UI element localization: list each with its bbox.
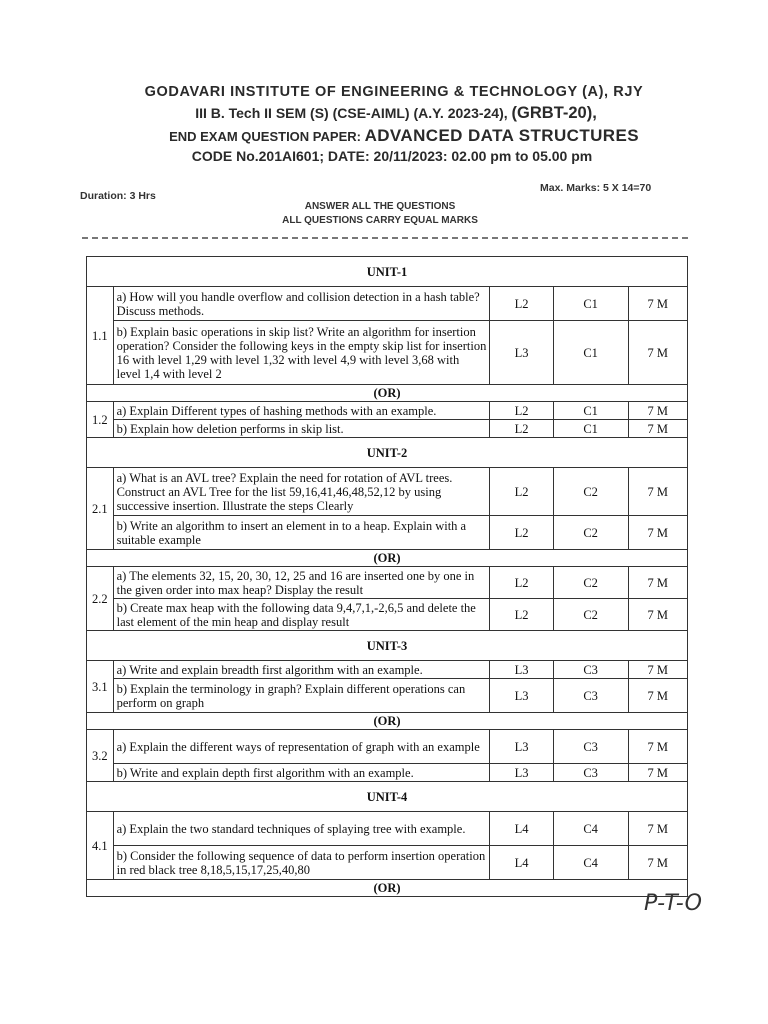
question-table (86, 256, 688, 897)
instruction-answer-all: ANSWER ALL THE QUESTIONS (304, 201, 456, 212)
unit-heading: UNIT-3 (87, 631, 688, 661)
question-number: 1.1 (87, 287, 114, 385)
dashed-divider (82, 237, 688, 239)
bloom-level: L2 (490, 567, 553, 599)
course-outcome: C2 (553, 468, 628, 516)
question-text: b) Consider the following sequence of data to perform insertion operation in red black tree 8,18,5,15,17,25,40,80 (113, 846, 490, 880)
unit-row (87, 438, 688, 468)
question-text: a) How will you handle overflow and collision detection in a hash table? Discuss methods. (113, 287, 490, 321)
question-text: a) Explain the different ways of representation of graph with an example (113, 730, 490, 764)
question-number: 2.1 (87, 468, 114, 550)
institute-name: GODAVARI INSTITUTE OF ENGINEERING & TECHNOLOGY (A), RJY (144, 84, 644, 100)
question-row (87, 420, 688, 438)
question-row (87, 567, 688, 599)
marks: 7 M (628, 661, 687, 679)
course-outcome: C2 (553, 599, 628, 631)
marks: 7 M (628, 420, 687, 438)
bloom-level: L2 (490, 599, 553, 631)
or-row (87, 713, 688, 730)
marks: 7 M (628, 812, 687, 846)
question-text: a) Write and explain breadth first algorithm with an example. (113, 661, 490, 679)
question-text: b) Explain the terminology in graph? Explain different operations can perform on graph (113, 679, 490, 713)
question-text: b) Write and explain depth first algorithm with an example. (113, 764, 490, 782)
marks: 7 M (628, 468, 687, 516)
semester-text: III B. Tech II SEM (S) (CSE-AIML) (A.Y. 2023-24), (195, 105, 512, 121)
marks: 7 M (628, 599, 687, 631)
question-row (87, 764, 688, 782)
question-row (87, 516, 688, 550)
bloom-level: L3 (490, 321, 553, 385)
bloom-level: L2 (490, 287, 553, 321)
course-outcome: C4 (553, 812, 628, 846)
unit-row (87, 631, 688, 661)
or-row (87, 880, 688, 897)
marks: 7 M (628, 764, 687, 782)
marks: 7 M (628, 321, 687, 385)
duration-label: Duration: 3 Hrs (80, 190, 156, 202)
question-row (87, 679, 688, 713)
or-row (87, 385, 688, 402)
bloom-level: L2 (490, 468, 553, 516)
semester-line (12, 104, 768, 123)
question-row (87, 661, 688, 679)
bloom-level: L3 (490, 730, 553, 764)
question-row (87, 321, 688, 385)
question-text: a) What is an AVL tree? Explain the need for rotation of AVL trees. Construct an AVL Tree for the list 59,16,41,46,48,52,12 by using successive insertion. Illustrate the steps Clearly (113, 468, 490, 516)
course-outcome: C1 (553, 402, 628, 420)
course-outcome: C2 (553, 516, 628, 550)
question-row (87, 846, 688, 880)
marks: 7 M (628, 846, 687, 880)
instruction-equal-marks: ALL QUESTIONS CARRY EQUAL MARKS (282, 215, 478, 226)
code-date-line: CODE No.201AI601; DATE: 20/11/2023: 02.00 pm to 05.00 pm (191, 148, 593, 164)
subject-title: ADVANCED DATA STRUCTURES (364, 126, 639, 145)
or-separator: (OR) (87, 550, 688, 567)
unit-heading: UNIT-2 (87, 438, 688, 468)
course-outcome: C2 (553, 567, 628, 599)
marks: 7 M (628, 730, 687, 764)
course-outcome: C1 (553, 287, 628, 321)
regulation-text: (GRBT-20), (511, 104, 597, 122)
course-outcome: C3 (553, 679, 628, 713)
unit-row (87, 257, 688, 287)
question-text: b) Write an algorithm to insert an element in to a heap. Explain with a suitable example (113, 516, 490, 550)
unit-heading: UNIT-4 (87, 782, 688, 812)
question-text: a) Explain the two standard techniques of splaying tree with example. (113, 812, 490, 846)
course-outcome: C3 (553, 764, 628, 782)
course-outcome: C1 (553, 420, 628, 438)
question-text: a) Explain Different types of hashing methods with an example. (113, 402, 490, 420)
bloom-level: L3 (490, 661, 553, 679)
bloom-level: L3 (490, 764, 553, 782)
or-separator: (OR) (87, 880, 688, 897)
question-row (87, 599, 688, 631)
course-outcome: C3 (553, 661, 628, 679)
question-text: b) Create max heap with the following data 9,4,7,1,-2,6,5 and delete the last element of the min heap and display result (113, 599, 490, 631)
please-turn-over-note: P-T-O (644, 891, 703, 916)
or-separator: (OR) (87, 713, 688, 730)
unit-heading: UNIT-1 (87, 257, 688, 287)
question-number: 1.2 (87, 402, 114, 438)
question-text: a) The elements 32, 15, 20, 30, 12, 25 and 16 are inserted one by one in the given order into max heap? Display the result (113, 567, 490, 599)
course-outcome: C1 (553, 321, 628, 385)
question-number: 3.2 (87, 730, 114, 782)
exam-label: END EXAM QUESTION PAPER: (169, 129, 365, 144)
max-marks-label: Max. Marks: 5 X 14=70 (540, 182, 652, 194)
or-separator: (OR) (87, 385, 688, 402)
bloom-level: L2 (490, 402, 553, 420)
marks: 7 M (628, 516, 687, 550)
bloom-level: L4 (490, 846, 553, 880)
marks: 7 M (628, 402, 687, 420)
exam-line (20, 126, 768, 146)
question-number: 2.2 (87, 567, 114, 631)
marks: 7 M (628, 287, 687, 321)
question-row (87, 730, 688, 764)
course-outcome: C3 (553, 730, 628, 764)
course-outcome: C4 (553, 846, 628, 880)
marks: 7 M (628, 679, 687, 713)
unit-row (87, 782, 688, 812)
instructions (280, 200, 480, 228)
question-row (87, 812, 688, 846)
or-row (87, 550, 688, 567)
bloom-level: L3 (490, 679, 553, 713)
question-number: 3.1 (87, 661, 114, 713)
bloom-level: L2 (490, 516, 553, 550)
question-text: b) Explain basic operations in skip list? Write an algorithm for insertion operation? Consider the following keys in the empty skip list for insertion 16 with level 1,29 with level 1,32 with level 4,9 with level 3,68 with level 1,4 with level 2 (113, 321, 490, 385)
question-number: 4.1 (87, 812, 114, 880)
question-row (87, 402, 688, 420)
bloom-level: L2 (490, 420, 553, 438)
bloom-level: L4 (490, 812, 553, 846)
question-row (87, 468, 688, 516)
question-row (87, 287, 688, 321)
marks: 7 M (628, 567, 687, 599)
question-text: b) Explain how deletion performs in skip list. (113, 420, 490, 438)
